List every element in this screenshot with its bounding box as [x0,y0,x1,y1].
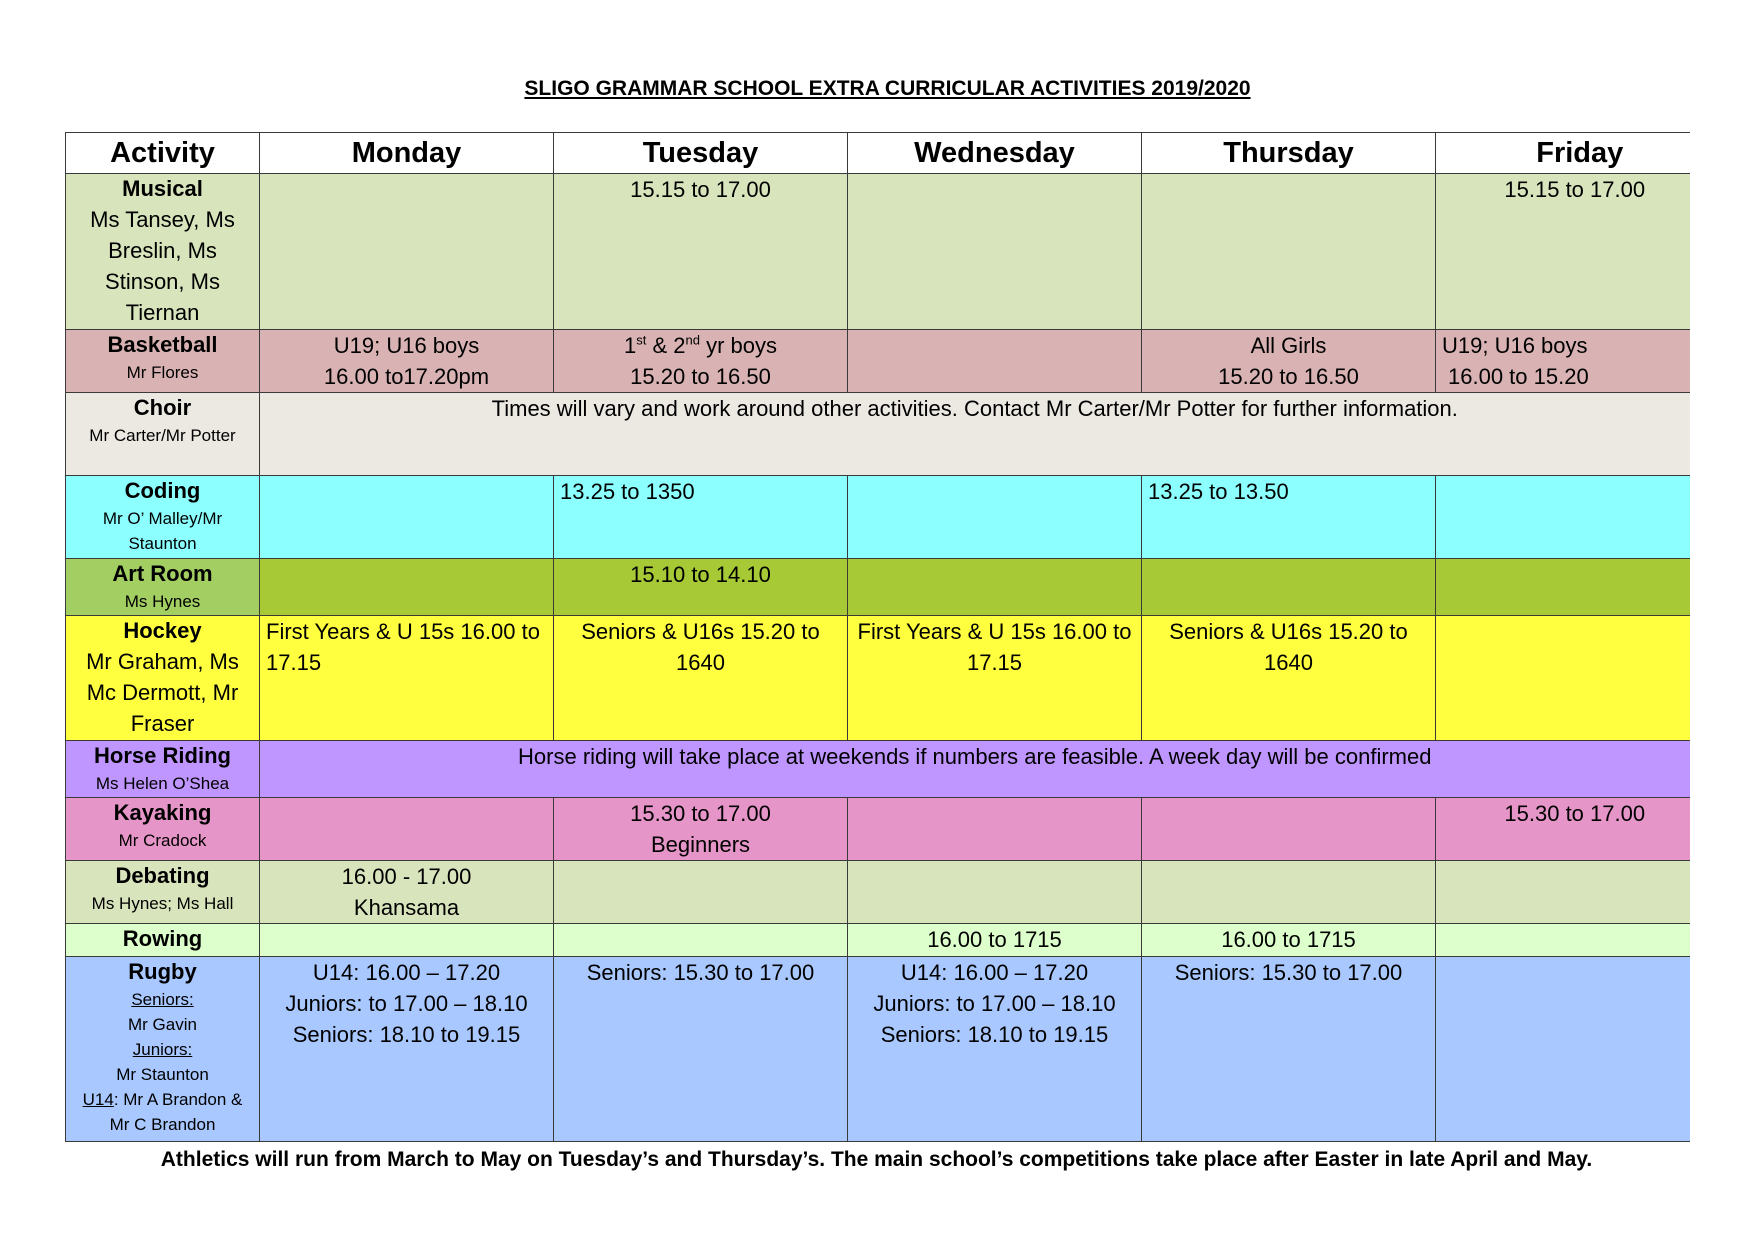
art-monday [260,559,554,616]
art-wednesday [848,559,1142,616]
activity-staff: Ms Hynes; Ms Hall [91,894,234,913]
activity-cell-art-room [66,559,260,616]
athletics-footnote: Athletics will run from March to May on Tuesday’s and Thursday’s. The main school’s competitions take place after Easter in late April and May. [160,1148,1593,1171]
debating-monday [260,861,554,924]
coding-friday [1436,476,1690,559]
activity-cell-basketball [66,330,260,393]
activity-cell-choir [66,393,260,476]
musical-friday: 15.15 to 17.00 [1436,174,1690,330]
musical-monday [260,174,554,330]
row-rowing [66,924,1690,957]
coding-thursday: 13.25 to 13.50 [1142,476,1436,559]
schedule-line: 15.20 to 16.50 [1218,364,1359,389]
activity-name: Coding [124,478,201,503]
schedule-line [560,330,841,361]
debating-wednesday [848,861,1142,924]
activity-name: Basketball [107,332,218,357]
page-title: SLIGO GRAMMAR SCHOOL EXTRA CURRICULAR ACTIVITIES 2019/2020 [524,77,1251,100]
activity-cell-coding [66,476,260,559]
activity-staff: Mr Flores [126,363,199,382]
kayaking-monday [260,798,554,861]
activity-name: Horse Riding [94,743,231,768]
schedule-line: 16.00 to17.20pm [323,364,490,389]
activities-table [65,132,1690,1142]
activity-cell-hockey [66,616,260,741]
basketball-tuesday [554,330,848,393]
hockey-monday: First Years & U 15s 16.00 to 17.15 [260,616,554,741]
basketball-thursday [1142,330,1436,393]
rowing-thursday: 16.00 to 1715 [1142,924,1436,957]
schedule-line: Juniors: to 17.00 – 18.10 [873,991,1116,1016]
art-thursday [1142,559,1436,616]
schedule-line: U14: 16.00 – 17.20 [900,960,1089,985]
schedule-line: Seniors: 18.10 to 19.15 [292,1022,521,1047]
group-label: yr boys [699,333,777,358]
rugby-juniors-coach: Mr Staunton [116,1065,209,1084]
header-row [66,133,1690,174]
row-coding [66,476,1690,559]
rugby-juniors-label: Juniors: [132,1040,193,1059]
schedule-line: All Girls [1250,333,1327,358]
header-thursday: Thursday [1142,133,1436,174]
row-horse-riding [66,741,1690,798]
activity-name: Debating [115,863,210,888]
activity-cell-horse-riding [66,741,260,798]
activity-staff: Mr Graham, Ms Mc Dermott, Mr Fraser [86,649,239,736]
header-monday: Monday [260,133,554,174]
rugby-u14-coach: : Mr A Brandon & Mr C Brandon [109,1090,243,1134]
debating-friday [1436,861,1690,924]
activity-name: Rugby [128,959,197,984]
basketball-monday [260,330,554,393]
activity-cell-kayaking [66,798,260,861]
activity-cell-debating [66,861,260,924]
schedule-line: U14: 16.00 – 17.20 [312,960,501,985]
schedule-line: U19; U16 boys [333,333,480,358]
activity-cell-rugby [66,957,260,1142]
hockey-tuesday: Seniors & U16s 15.20 to 1640 [554,616,848,741]
activity-name: Choir [133,395,192,420]
row-choir [66,393,1690,476]
coding-monday [260,476,554,559]
musical-wednesday [848,174,1142,330]
hockey-friday [1436,616,1690,741]
hockey-wednesday: First Years & U 15s 16.00 to 17.15 [848,616,1142,741]
schedule-line: Khansama [353,895,460,920]
rugby-u14-staff [72,1087,253,1137]
rugby-seniors-coach: Mr Gavin [128,1015,197,1034]
kayaking-wednesday [848,798,1142,861]
hockey-thursday: Seniors & U16s 15.20 to 1640 [1142,616,1436,741]
schedule-line: 15.20 to 16.50 [630,364,771,389]
horse-riding-note: Horse riding will take place at weekends if numbers are feasible. A week day will be confirmed [260,741,1690,798]
activity-cell-musical [66,174,260,330]
row-art-room [66,559,1690,616]
art-friday [1436,559,1690,616]
header-wednesday: Wednesday [848,133,1142,174]
row-kayaking [66,798,1690,861]
activity-staff: Mr Cradock [118,831,207,850]
header-activity: Activity [66,133,260,174]
row-rugby [66,957,1690,1142]
rugby-friday [1436,957,1690,1142]
ordinal-suffix: nd [685,332,700,348]
activity-name: Musical [122,176,203,201]
basketball-wednesday [848,330,1142,393]
rowing-tuesday [554,924,848,957]
activity-staff: Mr Carter/Mr Potter [89,426,236,445]
ordinal-suffix: st [636,332,647,348]
schedule-line: Beginners [650,832,751,857]
row-musical [66,174,1690,330]
schedule-line: Seniors: 18.10 to 19.15 [880,1022,1109,1047]
rugby-wednesday [848,957,1142,1142]
row-debating [66,861,1690,924]
schedule-line: U19; U16 boys [1442,333,1588,358]
header-friday: Friday [1436,133,1690,174]
kayaking-friday: 15.30 to 17.00 [1436,798,1690,861]
header-tuesday: Tuesday [554,133,848,174]
rugby-thursday: Seniors: 15.30 to 17.00 [1142,957,1436,1142]
debating-thursday [1142,861,1436,924]
activity-staff: Ms Tansey, Ms Breslin, Ms Stinson, Ms Tiernan [90,207,235,325]
schedule-line: Juniors: to 17.00 – 18.10 [285,991,528,1016]
basketball-friday [1436,330,1690,393]
rugby-seniors-label: Seniors: [131,990,194,1009]
choir-note: Times will vary and work around other activities. Contact Mr Carter/Mr Potter for further information. [260,393,1690,476]
kayaking-thursday [1142,798,1436,861]
kayaking-tuesday [554,798,848,861]
musical-thursday [1142,174,1436,330]
rowing-wednesday: 16.00 to 1715 [848,924,1142,957]
coding-tuesday: 13.25 to 1350 [554,476,848,559]
schedule-line: 16.00 to 15.20 [1448,364,1589,389]
row-basketball [66,330,1690,393]
activity-name: Kayaking [113,800,212,825]
art-tuesday: 15.10 to 14.10 [554,559,848,616]
schedule-line: 16.00 - 17.00 [341,864,472,889]
rugby-monday [260,957,554,1142]
debating-tuesday [554,861,848,924]
rugby-tuesday: Seniors: 15.30 to 17.00 [554,957,848,1142]
rugby-u14-label: U14 [82,1090,114,1109]
activity-name: Art Room [112,561,213,586]
activity-staff: Ms Helen O’Shea [95,774,230,793]
activity-name: Rowing [122,926,203,951]
coding-wednesday [848,476,1142,559]
activity-cell-rowing [66,924,260,957]
ordinal-first: 1 [623,333,637,358]
activity-staff: Mr O’ Malley/Mr Staunton [102,509,223,553]
row-hockey [66,616,1690,741]
activity-name: Hockey [123,618,202,643]
activity-staff: Ms Hynes [124,592,201,611]
schedule-line: 15.30 to 17.00 [630,801,771,826]
rowing-friday [1436,924,1690,957]
musical-tuesday: 15.15 to 17.00 [554,174,848,330]
ordinal-and: & 2 [646,333,686,358]
rowing-monday [260,924,554,957]
